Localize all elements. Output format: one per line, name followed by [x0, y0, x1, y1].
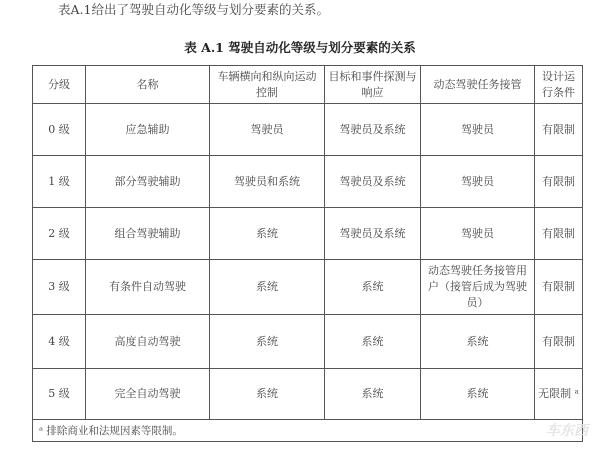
watermark-logo: 车东西 — [546, 423, 588, 439]
cell-motion-control: 驾驶员 — [210, 104, 325, 156]
cell-name: 组合驾驶辅助 — [86, 208, 210, 260]
table-row — [33, 156, 583, 208]
cell-oedr: 驾驶员及系统 — [325, 156, 421, 208]
header-oedr: 目标和事件探测与响应 — [325, 66, 421, 104]
cell-level: 4 级 — [33, 315, 86, 369]
table-row — [33, 369, 583, 420]
cell-fallback: 动态驾驶任务接管用户（接管后成为驾驶员） — [421, 260, 535, 315]
table-row — [33, 260, 583, 315]
cell-odd: 无限制 ᵃ — [535, 369, 583, 420]
table-header-row — [33, 66, 583, 104]
cell-level: 2 级 — [33, 208, 86, 260]
cell-level: 0 级 — [33, 104, 86, 156]
cell-fallback: 系统 — [421, 315, 535, 369]
intro-text: 表A.1给出了驾驶自动化等级与划分要素的关系。 — [58, 2, 329, 17]
header-odd: 设计运行条件 — [535, 66, 583, 104]
cell-level: 1 级 — [33, 156, 86, 208]
cell-fallback: 驾驶员 — [421, 208, 535, 260]
cell-oedr: 系统 — [325, 315, 421, 369]
cell-fallback: 驾驶员 — [421, 156, 535, 208]
cell-odd: 有限制 — [535, 156, 583, 208]
cell-name: 部分驾驶辅助 — [86, 156, 210, 208]
cell-motion-control: 系统 — [210, 208, 325, 260]
table-caption: 表 A.1 驾驶自动化等级与划分要素的关系 — [184, 40, 416, 55]
cell-fallback: 系统 — [421, 369, 535, 420]
header-level: 分级 — [33, 66, 86, 104]
cell-oedr: 驾驶员及系统 — [325, 208, 421, 260]
footnote-row — [33, 420, 583, 442]
cell-odd: 有限制 — [535, 104, 583, 156]
cell-motion-control: 系统 — [210, 369, 325, 420]
cell-odd: 有限制 — [535, 260, 583, 315]
table-footnote: ᵃ 排除商业和法规因素等限制。 — [33, 420, 583, 442]
cell-level: 3 级 — [33, 260, 86, 315]
cell-odd: 有限制 — [535, 208, 583, 260]
cell-motion-control: 系统 — [210, 260, 325, 315]
table-row — [33, 104, 583, 156]
automation-levels-table — [32, 65, 583, 442]
cell-oedr: 驾驶员及系统 — [325, 104, 421, 156]
table-row — [33, 208, 583, 260]
header-motion-control: 车辆横向和纵向运动控制 — [210, 66, 325, 104]
cell-level: 5 级 — [33, 369, 86, 420]
cell-oedr: 系统 — [325, 369, 421, 420]
cell-fallback: 驾驶员 — [421, 104, 535, 156]
cell-motion-control: 驾驶员和系统 — [210, 156, 325, 208]
cell-name: 应急辅助 — [86, 104, 210, 156]
cell-name: 有条件自动驾驶 — [86, 260, 210, 315]
header-fallback: 动态驾驶任务接管 — [421, 66, 535, 104]
cell-name: 完全自动驾驶 — [86, 369, 210, 420]
cell-oedr: 系统 — [325, 260, 421, 315]
cell-name: 高度自动驾驶 — [86, 315, 210, 369]
cell-odd: 有限制 — [535, 315, 583, 369]
header-name: 名称 — [86, 66, 210, 104]
cell-motion-control: 系统 — [210, 315, 325, 369]
table-row — [33, 315, 583, 369]
